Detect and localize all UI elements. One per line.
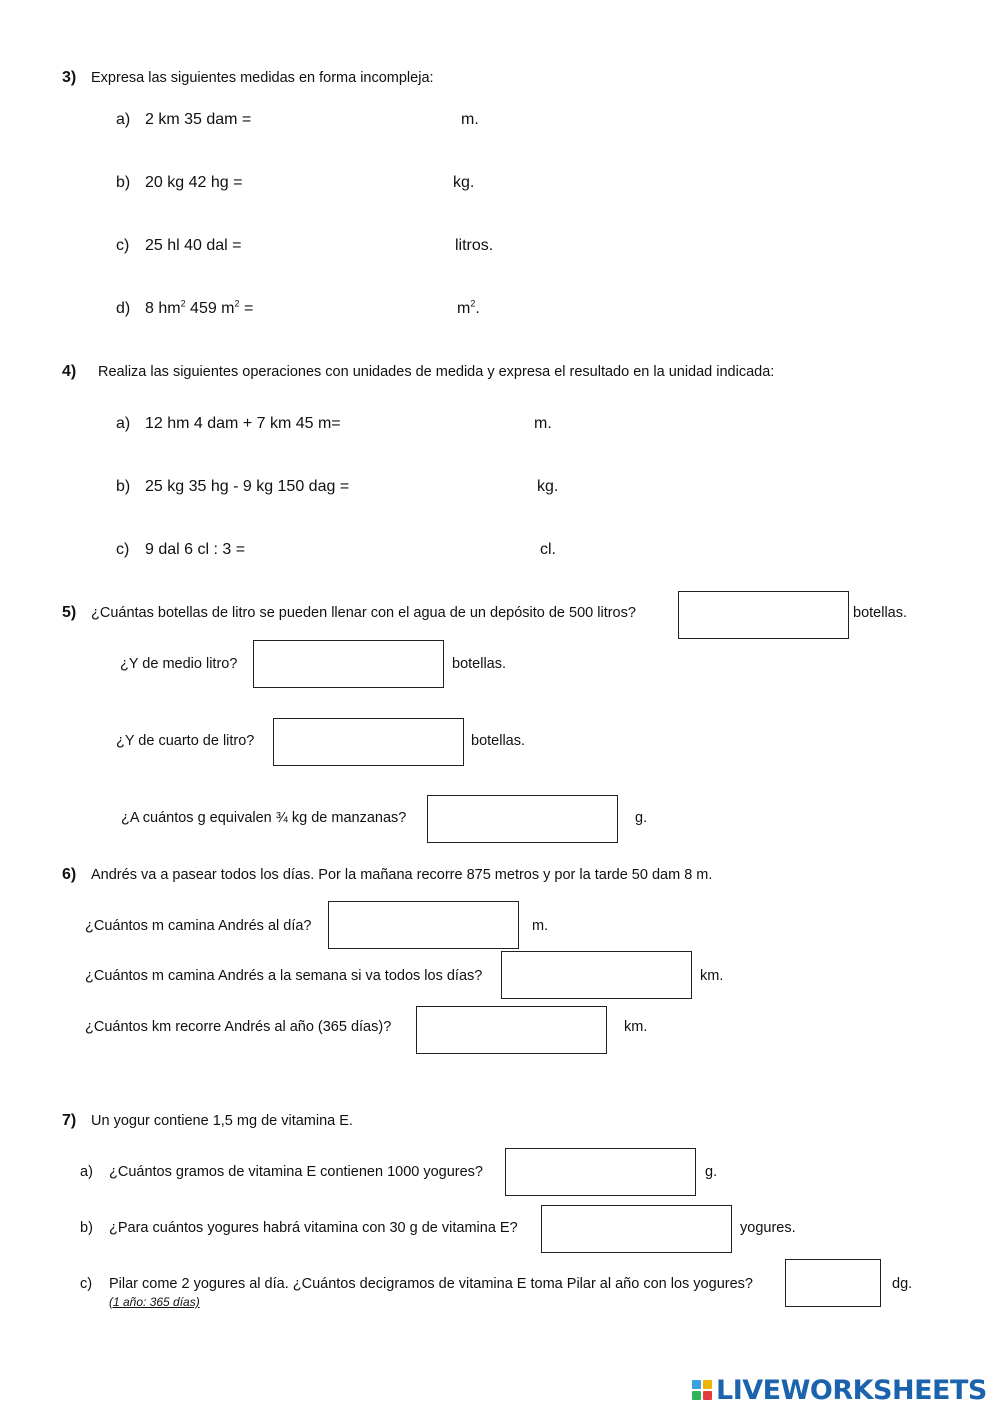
q6-answer-day-input[interactable] — [328, 901, 519, 949]
q3d-unit: $m^2$. — [457, 298, 480, 317]
q6-unit-2: km. — [700, 968, 724, 984]
q7c-answer-input[interactable] — [785, 1259, 881, 1307]
q7a-unit: g. — [705, 1164, 718, 1180]
q7-number: 7) — [62, 1112, 77, 1129]
q6-sub-week: ¿Cuántos m camina Andrés a la semana si va todos los días? — [85, 968, 483, 984]
q5-prompt: ¿Cuántas botellas de litro se pueden llenar con el agua de un depósito de 500 litros? — [91, 605, 636, 621]
q5-unit-2: botellas. — [452, 656, 507, 672]
q3a-label: a) — [116, 111, 131, 128]
liveworksheets-logo — [692, 1375, 987, 1405]
q3a-unit: m. — [461, 111, 479, 128]
q4-number: 4) — [62, 363, 77, 380]
q3b-label: b) — [116, 174, 131, 191]
q5-unit-4: g. — [635, 810, 648, 826]
q4c-unit: cl. — [540, 541, 556, 558]
q6-sub-day: ¿Cuántos m camina Andrés al día? — [85, 918, 312, 934]
q3c-expression: 25 hl 40 dal = — [145, 237, 242, 254]
q6-sub-year: ¿Cuántos km recorre Andrés al año (365 días)? — [85, 1019, 392, 1035]
q3b-expression: 20 kg 42 hg = — [145, 174, 243, 191]
q7c-label: c) — [80, 1276, 93, 1292]
q3a-expression: 2 km 35 dam = — [145, 111, 252, 128]
q4a-expression: 12 hm 4 dam + 7 km 45 m= — [145, 415, 341, 432]
q4a-label: a) — [116, 415, 131, 432]
q4a-unit: m. — [534, 415, 552, 432]
q5-sub-quarter-liter: ¿Y de cuarto de litro? — [116, 733, 255, 749]
q7b-unit: yogures. — [740, 1220, 796, 1236]
q5-answer-apples-input[interactable] — [427, 795, 618, 843]
q3b-unit: kg. — [453, 174, 475, 191]
q6-number: 6) — [62, 866, 77, 883]
q4c-expression: 9 dal 6 cl : 3 = — [145, 541, 246, 558]
q7c-note: (1 año: 365 días) — [109, 1295, 200, 1309]
q5-sub-apples: ¿A cuántos g equivalen ¾ kg de manzanas? — [121, 810, 407, 826]
logo-tile — [703, 1391, 712, 1400]
q4b-label: b) — [116, 478, 131, 495]
q5-answer-liter-input[interactable] — [678, 591, 849, 639]
q3-number: 3) — [62, 69, 77, 86]
q3d-expression: 8 $hm^2$ 459 $m^2$ = — [145, 298, 254, 317]
q6-unit-1: m. — [532, 918, 549, 934]
q7c-question: Pilar come 2 yogures al día. ¿Cuántos decigramos de vitamina E toma Pilar al año con los yogures? — [109, 1276, 753, 1292]
q6-answer-year-input[interactable] — [416, 1006, 607, 1054]
q7b-answer-input[interactable] — [541, 1205, 732, 1253]
q5-answer-half-liter-input[interactable] — [253, 640, 444, 688]
logo-tile — [692, 1380, 701, 1389]
logo-tile — [692, 1391, 701, 1400]
q6-prompt: Andrés va a pasear todos los días. Por la mañana recorre 875 metros y por la tarde 50 dam 8 m. — [91, 867, 713, 883]
q7a-question: ¿Cuántos gramos de vitamina E contienen 1000 yogures? — [109, 1164, 483, 1180]
q4b-expression: 25 kg 35 hg - 9 kg 150 dag = — [145, 478, 350, 495]
q4c-label: c) — [116, 541, 130, 558]
q6-unit-3: km. — [624, 1019, 648, 1035]
q3c-unit: litros. — [455, 237, 494, 254]
q5-answer-quarter-liter-input[interactable] — [273, 718, 464, 766]
logo-tiles-icon — [692, 1380, 712, 1400]
q4-prompt: Realiza las siguientes operaciones con unidades de medida y expresa el resultado en la unidad indicada: — [98, 364, 775, 380]
logo-tile — [703, 1380, 712, 1389]
q7-prompt: Un yogur contiene 1,5 mg de vitamina E. — [91, 1113, 353, 1129]
q7a-answer-input[interactable] — [505, 1148, 696, 1196]
q3c-label: c) — [116, 237, 130, 254]
q3d-label: d) — [116, 300, 131, 317]
logo-text: LIVEWORKSHEETS — [716, 1374, 987, 1406]
q7a-label: a) — [80, 1164, 93, 1180]
q7b-label: b) — [80, 1220, 93, 1236]
q3-prompt: Expresa las siguientes medidas en forma incompleja: — [91, 70, 434, 86]
q5-sub-half-liter: ¿Y de medio litro? — [120, 656, 238, 672]
q6-answer-week-input[interactable] — [501, 951, 692, 999]
q5-number: 5) — [62, 604, 77, 621]
q5-unit-1: botellas. — [853, 605, 908, 621]
q5-unit-3: botellas. — [471, 733, 526, 749]
q7c-unit: dg. — [892, 1276, 913, 1292]
q7b-question: ¿Para cuántos yogures habrá vitamina con 30 g de vitamina E? — [109, 1220, 518, 1236]
q4b-unit: kg. — [537, 478, 559, 495]
